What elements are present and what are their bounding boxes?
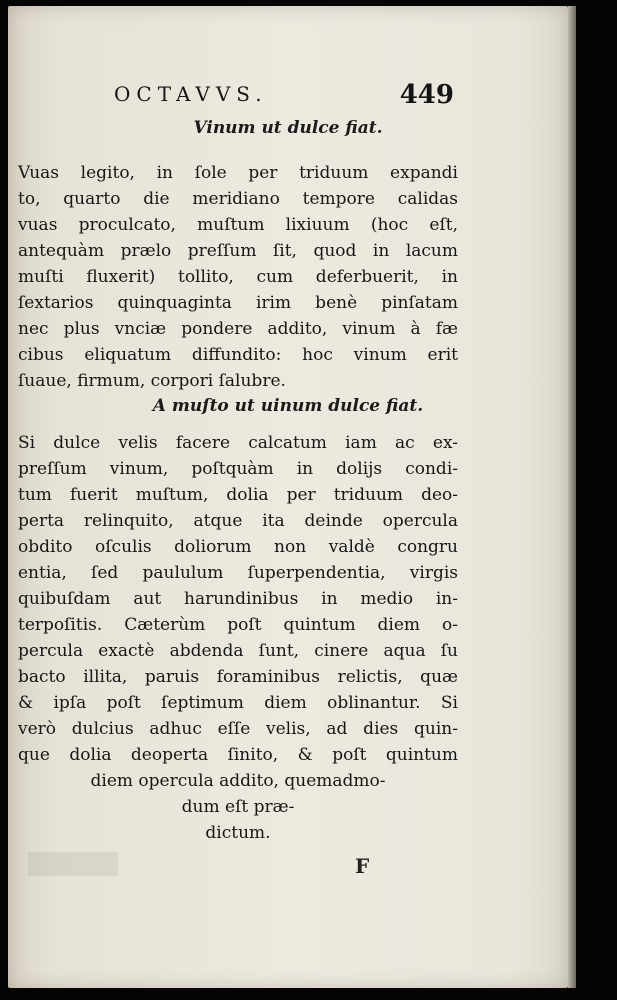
text-line: Si dulce velis facere calcatum iam ac ex- (18, 433, 458, 453)
text-line: percula exactè abdenda ſunt, cinere aqua ſu (18, 641, 458, 661)
text-line: cibus eliquatum diffundito: hoc vinum erit (18, 345, 458, 365)
text-line: entia, ſed paululum ſuperpendentia, virgis (18, 563, 458, 583)
text-line: bacto illita, paruis foraminibus relictis, quæ (18, 667, 458, 687)
ink-offset-smudge (28, 852, 118, 876)
text-line: tum fuerit muſtum, dolia per triduum deo- (18, 485, 458, 505)
catchword: F (355, 854, 370, 878)
text-line: & ipſa poſt ſeptimum diem oblinantur. Si (18, 693, 458, 713)
text-line: terpoſitis. Cæterùm poſt quintum diem o- (18, 615, 458, 635)
text-line: dictum. (205, 823, 271, 843)
paragraph-1 (18, 160, 458, 394)
text-line: obdito oſculis doliorum non valdè congru (18, 537, 458, 557)
running-head (104, 80, 454, 114)
paragraph-2 (18, 430, 458, 846)
text-line: to, quarto die meridiano tempore calidas (18, 189, 458, 209)
page-number: 449 (399, 80, 454, 110)
running-title: OCTAVVS. (114, 82, 268, 106)
text-line: verò dulcius adhuc eſſe velis, ad dies quin- (18, 719, 458, 739)
text-line: quibuſdam aut harundinibus in medio in- (18, 589, 458, 609)
text-line: perta relinquito, atque ita deinde opercula (18, 511, 458, 531)
book-page (8, 6, 568, 988)
text-line: diem opercula addito, quemadmo- (90, 771, 386, 791)
section-heading-2: A muſto ut uinum dulce fiat. (152, 396, 424, 416)
text-line: Vuas legito, in ſole per triduum expandi (18, 163, 458, 183)
text-line: que dolia deoperta ſinito, & poſt quintum (18, 745, 458, 765)
page-edge (568, 6, 576, 988)
section-heading-1: Vinum ut dulce fiat. (193, 118, 383, 138)
text-line: dum eſt præ- (181, 797, 295, 817)
text-line: ſextarios quinquaginta irim benè pinſatam (18, 293, 458, 313)
text-line: preſſum vinum, poſtquàm in dolijs condi- (18, 459, 458, 479)
text-line: ſuaue, firmum, corpori ſalubre. (18, 371, 286, 391)
text-line: nec plus vnciæ pondere addito, vinum à fæ (18, 319, 458, 339)
text-line: muſti fluxerit) tollito, cum deferbuerit, in (18, 267, 458, 287)
text-line: vuas proculcato, muſtum lixiuum (hoc eſt, (18, 215, 458, 235)
text-line: antequàm prælo preſſum ſit, quod in lacum (18, 241, 458, 261)
